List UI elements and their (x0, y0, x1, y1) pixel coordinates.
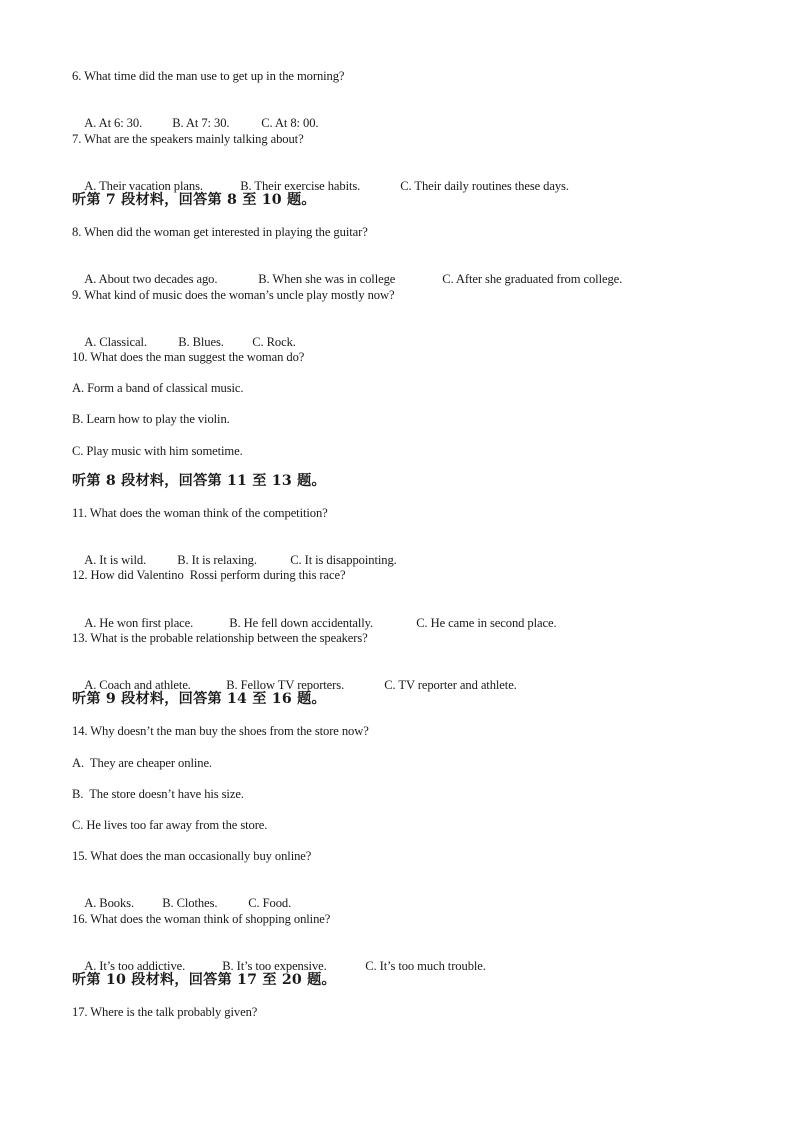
option-c: C. He came in second place. (416, 616, 557, 630)
option-c: C. TV reporter and athlete. (384, 678, 517, 692)
option-14b: B. The store doesn’t have his size. (72, 787, 244, 801)
option-b: B. At 7: 30. (172, 116, 230, 130)
question-8: 8. When did the woman get interested in playing the guitar? (72, 225, 368, 239)
option-a: A. Classical. (84, 335, 147, 349)
option-c: C. Their daily routines these days. (400, 179, 569, 193)
option-b: B. Blues. (178, 335, 224, 349)
question-6: 6. What time did the man use to get up in the morning? (72, 69, 345, 83)
question-16: 16. What does the woman think of shopping online? (72, 912, 331, 926)
question-14: 14. Why doesn’t the man buy the shoes from the store now? (72, 724, 369, 738)
option-b: B. It’s too expensive. (222, 959, 327, 973)
option-a: A. At 6: 30. (84, 116, 143, 130)
question-15: 15. What does the man occasionally buy online? (72, 849, 312, 863)
question-9: 9. What kind of music does the woman’s uncle play mostly now? (72, 288, 395, 302)
question-10: 10. What does the man suggest the woman do? (72, 350, 305, 364)
option-c: C. It is disappointing. (290, 553, 397, 567)
option-10c: C. Play music with him sometime. (72, 444, 243, 458)
option-c: C. After she graduated from college. (442, 272, 623, 286)
option-c: C. Rock. (252, 335, 296, 349)
option-a: A. About two decades ago. (84, 272, 218, 286)
section-heading-10: 听第 10 段材料，回答第 17 至 20 题。 (72, 972, 336, 988)
option-c: C. At 8: 00. (261, 116, 319, 130)
option-a: A. It’s too addictive. (84, 959, 186, 973)
option-b: B. Clothes. (162, 896, 218, 910)
option-c: C. It’s too much trouble. (365, 959, 486, 973)
question-7: 7. What are the speakers mainly talking about? (72, 132, 304, 146)
option-b: B. When she was in college (258, 272, 396, 286)
option-b: B. Their exercise habits. (240, 179, 361, 193)
option-b: B. It is relaxing. (177, 553, 257, 567)
option-10a: A. Form a band of classical music. (72, 381, 244, 395)
option-a: A. Their vacation plans. (84, 179, 203, 193)
question-13: 13. What is the probable relationship between the speakers? (72, 631, 368, 645)
option-14c: C. He lives too far away from the store. (72, 818, 268, 832)
option-a: A. Coach and athlete. (84, 678, 191, 692)
question-17: 17. Where is the talk probably given? (72, 1005, 258, 1019)
option-b: B. He fell down accidentally. (229, 616, 374, 630)
question-12: 12. How did Valentino Rossi perform during this race? (72, 568, 346, 582)
option-14a: A. They are cheaper online. (72, 756, 212, 770)
section-heading-7: 听第 7 段材料，回答第 8 至 10 题。 (72, 192, 316, 208)
section-heading-8: 听第 8 段材料，回答第 11 至 13 题。 (72, 473, 326, 489)
option-a: A. It is wild. (84, 553, 147, 567)
question-11: 11. What does the woman think of the competition? (72, 506, 328, 520)
option-a: A. Books. (84, 896, 135, 910)
option-b: B. Fellow TV reporters. (226, 678, 345, 692)
section-heading-9: 听第 9 段材料，回答第 14 至 16 题。 (72, 691, 326, 707)
option-c: C. Food. (248, 896, 292, 910)
option-10b: B. Learn how to play the violin. (72, 412, 230, 426)
option-a: A. He won first place. (84, 616, 194, 630)
